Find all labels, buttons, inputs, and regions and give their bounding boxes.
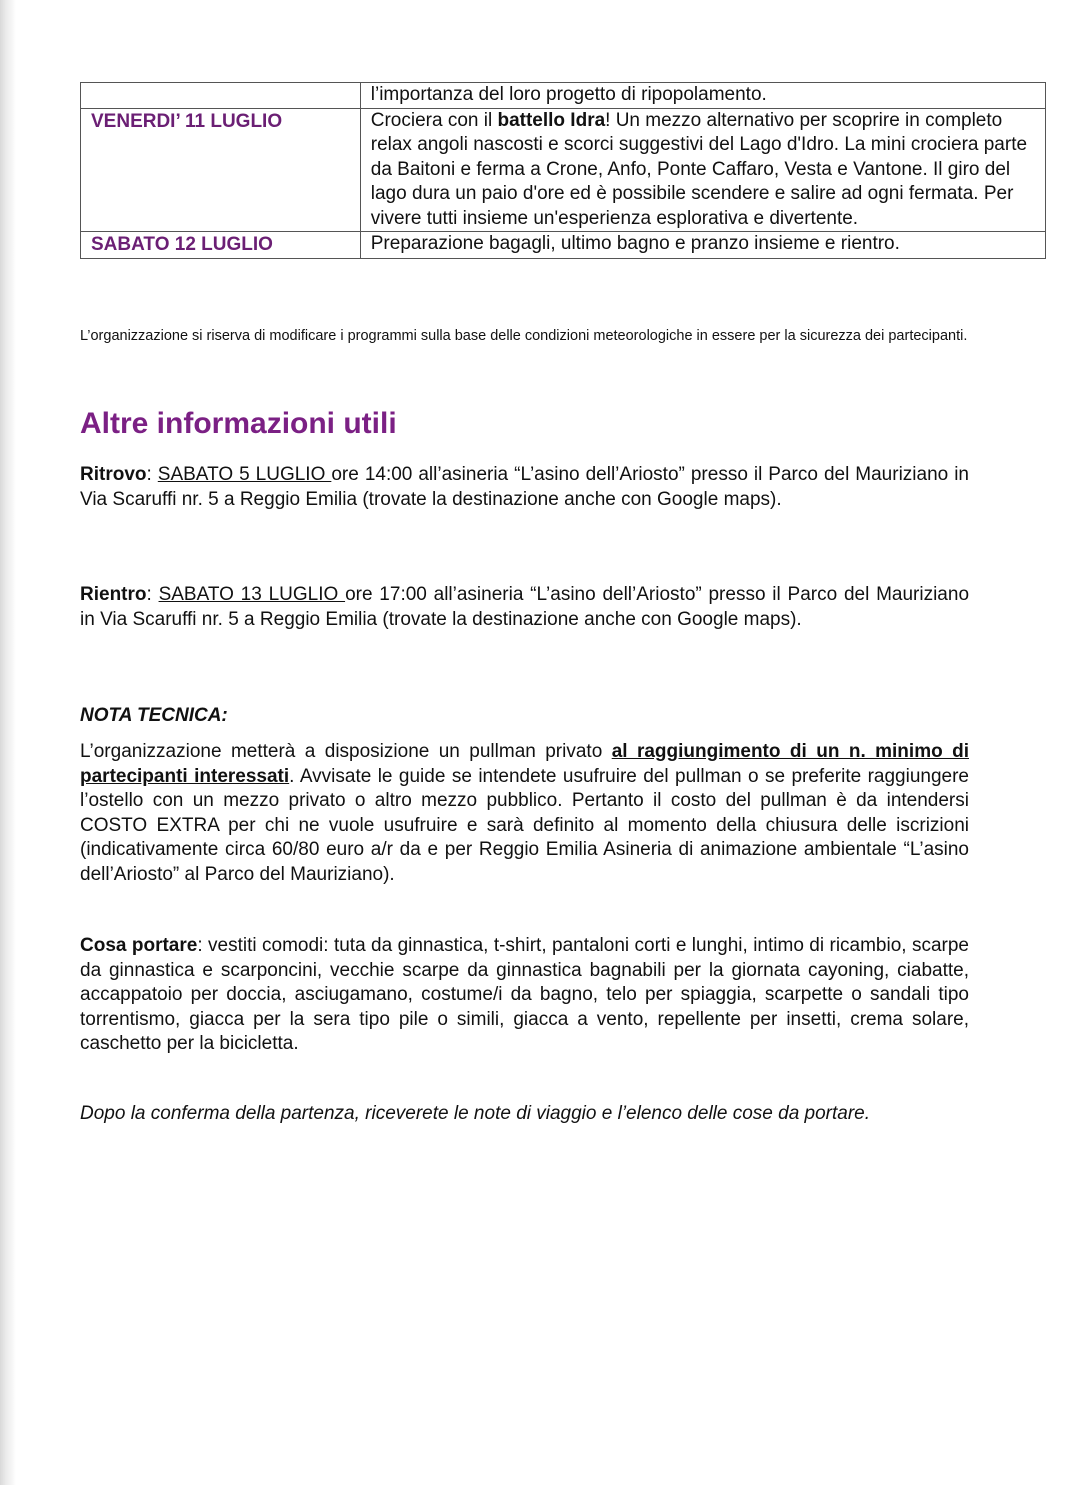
nota-tecnica-text: L’organizzazione metterà a disposizione un pullman privato bbox=[80, 741, 612, 762]
cosa-portare-paragraph bbox=[80, 934, 969, 1057]
rientro-date: SABATO 13 LUGLIO bbox=[158, 584, 346, 605]
day-cell bbox=[81, 83, 361, 109]
nota-tecnica-highlight: al raggiungimento di un n. minimo di partecipanti interessati bbox=[80, 741, 969, 787]
description-text: Crociera con il bbox=[370, 109, 498, 131]
day-cell: SABATO 12 LUGLIO bbox=[81, 232, 361, 259]
rientro-label: Rientro bbox=[80, 584, 147, 605]
description-cell bbox=[360, 108, 1045, 232]
schedule-table bbox=[80, 82, 1046, 259]
page-edge-shadow bbox=[0, 0, 16, 1485]
rientro-paragraph bbox=[80, 583, 969, 632]
ritrovo-label: Ritrovo bbox=[80, 464, 147, 485]
ritrovo-paragraph bbox=[80, 463, 969, 512]
ritrovo-separator: : bbox=[146, 464, 158, 485]
disclaimer-text: L’organizzazione si riserva di modificare i programmi sulla base delle condizioni meteorologiche in essere per la sicurezza dei partecipanti. bbox=[80, 328, 968, 344]
ritrovo-date: SABATO 5 LUGLIO bbox=[157, 464, 332, 485]
table-row bbox=[81, 108, 1046, 232]
description-text: ! Un mezzo alternativo per scoprire in completo relax angoli nascosti e scorci suggestivi del Lago d'Idro. La mini crociera parte da Baitoni e ferma a Crone, Anfo, Ponte Caffaro, Vesta e Vantone. Il giro del lago dura un paio d'ore ed è possibile scendere e salire ad ogni fermata. Per vivere tutti insieme un'esperienza esplorativa e divertente. bbox=[370, 109, 1028, 229]
rientro-text: ore 17:00 all’asineria “L’asino dell’Ariosto” presso il Parco del Mauriziano in Via Scaruffi nr. 5 a Reggio Emilia (trovate la destinazione anche con Google maps). bbox=[80, 584, 970, 630]
nota-tecnica-paragraph bbox=[80, 740, 969, 887]
table-row bbox=[81, 83, 1046, 109]
ritrovo-text: ore 14:00 all’asineria “L’asino dell’Ariosto” presso il Parco del Mauriziano in Via Scaruffi nr. 5 a Reggio Emilia (trovate la destinazione anche con Google maps). bbox=[80, 464, 970, 510]
cosa-portare-label: Cosa portare bbox=[80, 935, 198, 956]
day-cell: VENERDI’ 11 LUGLIO bbox=[81, 108, 361, 232]
cosa-portare-text: : vestiti comodi: tuta da ginnastica, t-shirt, pantaloni corti e lunghi, intimo di ricambio, scarpe da ginnastica e scarponcini, vecchie scarpe da ginnastica bagnabili per la giornata cayoning, ciabatte, accappatoio per doccia, asciugamano, costume/i da bagno, telo per spiaggia, scarpette o sandali tipo torrentismo, giacca per la sera tipo pile o simili, giacca a vento, repellente per insetti, crema solare, caschetto per la bicicletta. bbox=[80, 935, 969, 1054]
rientro-separator: : bbox=[146, 584, 159, 605]
section-title: Altre informazioni utili bbox=[80, 407, 397, 440]
final-note: Dopo la conferma della partenza, riceverete le note di viaggio e l’elenco delle cose da portare. bbox=[80, 1103, 871, 1124]
description-cell: Preparazione bagagli, ultimo bagno e pranzo insieme e rientro. bbox=[360, 232, 1045, 259]
nota-tecnica-text: . Avvisate le guide se intendete usufruire del pullman o se preferite raggiungere l’ostello con un mezzo privato o altro mezzo pubblico. Pertanto il costo del pullman è da intendersi COSTO EXTRA per chi ne vuole usufruire e sarà definito al momento della chiusura delle iscrizioni (indicativamente circa 60/80 euro a/r da e per Reggio Emilia Asineria di animazione ambientale “L’asino dell’Ariosto” al Parco del Mauriziano). bbox=[80, 765, 969, 885]
description-cell: l’importanza del loro progetto di ripopolamento. bbox=[360, 83, 1045, 109]
nota-tecnica-title: NOTA TECNICA: bbox=[80, 705, 228, 726]
table-row bbox=[81, 232, 1046, 259]
description-bold-text: battello Idra bbox=[497, 109, 606, 131]
